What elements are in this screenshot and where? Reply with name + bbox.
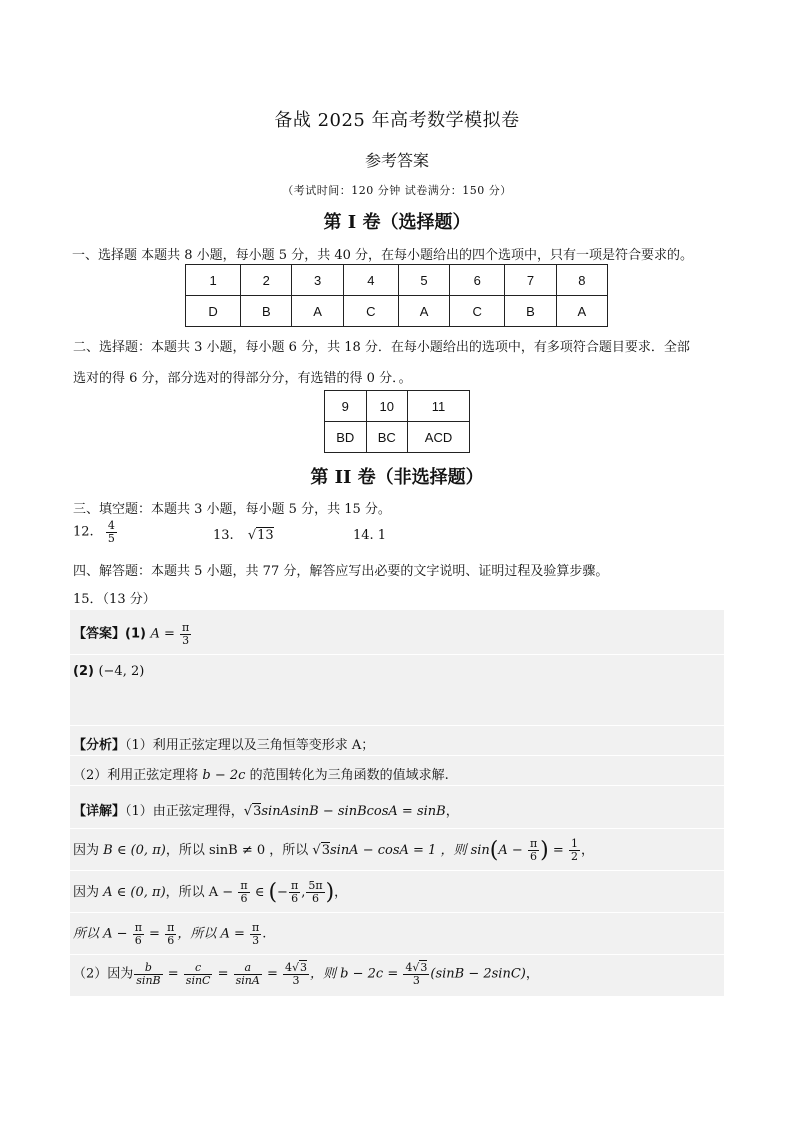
table-cell: BD [325, 422, 367, 453]
answer-table-2 [324, 390, 470, 453]
sqrt-icon: √ [412, 961, 420, 974]
text: （2）因为 [73, 966, 134, 982]
table-cell: 3 [292, 265, 343, 296]
numerator: π [167, 921, 175, 934]
text: ，所以 A − [165, 885, 238, 900]
divider [70, 870, 724, 871]
table-cell: 6 [450, 265, 505, 296]
answer-table-1 [185, 264, 608, 327]
punctuation: ， [525, 966, 539, 982]
table-cell: A [398, 296, 449, 327]
answer1-lhs: A [150, 626, 160, 642]
radicand: 3 [253, 804, 262, 819]
q12-fraction [106, 520, 117, 544]
answer-tag: 【答案】 [73, 626, 126, 642]
denominator: sinC [185, 973, 211, 987]
table-cell: 8 [556, 265, 607, 296]
divider [70, 725, 724, 726]
left-paren: ( [268, 880, 278, 905]
part1-title: 第 I 卷（选择题） [323, 212, 471, 233]
divider [70, 755, 724, 756]
fraction [403, 962, 429, 986]
fraction [234, 962, 262, 986]
fraction [134, 962, 162, 986]
expression: 所以 A − [73, 926, 132, 942]
radicand: 3 [321, 843, 330, 858]
numerator: π [240, 879, 248, 893]
expression: sinA − cosA = 1 ，则 sin [329, 843, 490, 858]
expression: ，则 b − 2c = [310, 966, 403, 982]
denominator: 6 [291, 892, 299, 905]
detail-line-5 [73, 962, 539, 986]
table-cell: C [343, 296, 398, 327]
table-cell: 9 [325, 391, 367, 422]
expression: A − [498, 843, 527, 858]
coefficient: 4 [285, 961, 293, 974]
equals: = [262, 966, 283, 982]
table-cell: 7 [505, 265, 556, 296]
divider [70, 654, 724, 655]
punctuation: . [262, 926, 267, 942]
answer-line-2 [73, 664, 144, 679]
table-cell: 11 [408, 391, 470, 422]
denominator: 6 [530, 850, 538, 863]
table-cell: A [556, 296, 607, 327]
coefficient: 4 [405, 961, 413, 974]
numerator [283, 962, 309, 975]
sqrt-icon: √ [292, 961, 300, 974]
table-row [325, 422, 470, 453]
numerator: a [234, 962, 262, 975]
table-cell: 4 [343, 265, 398, 296]
numerator: c [184, 962, 213, 975]
divider [70, 912, 724, 913]
sqrt-icon: √ [247, 528, 257, 543]
text: 因为 [73, 843, 104, 858]
analysis-text-2b: 的范围转化为三角函数的值域求解. [245, 768, 449, 783]
denominator: 3 [252, 933, 260, 947]
fill-answers [73, 520, 118, 544]
table-cell: B [505, 296, 556, 327]
detail-line-3 [73, 880, 347, 905]
table-cell: B [241, 296, 292, 327]
table-cell: 2 [241, 265, 292, 296]
equals: = [144, 926, 165, 942]
numerator: π [134, 921, 142, 934]
right-paren: ) [540, 838, 549, 863]
equals: = [159, 626, 180, 642]
table-cell: D [186, 296, 241, 327]
analysis-text-2a: （2）利用正弦定理将 [73, 768, 203, 783]
exam-info: （考试时间：120 分钟 试卷满分：150 分） [282, 184, 512, 197]
divider [70, 785, 724, 786]
equals: = [163, 966, 183, 982]
expression: (sinB − 2sinC) [430, 966, 526, 982]
comma: , [301, 885, 306, 900]
detail-line-1 [73, 800, 459, 819]
fraction [283, 962, 309, 986]
divider [70, 828, 724, 829]
section1-instructions: 一、选择题 本题共 8 小题，每小题 5 分，共 40 分，在每小题给出的四个选项中，只有一项是符合要求的。 [72, 248, 694, 263]
detail-text: （1）由正弦定理得， [125, 804, 244, 819]
fraction [528, 838, 539, 862]
q15-label: 15．（13 分） [73, 592, 156, 607]
table-cell: 10 [366, 391, 408, 422]
answer-line-1 [73, 622, 192, 646]
denominator: sinA [235, 973, 260, 987]
table-cell: BC [366, 422, 408, 453]
section2-instructions-line1: 二、选择题：本题共 3 小题，每小题 6 分，共 18 分．在每小题给出的选项中，有多项符合题目要求．全部 [73, 340, 690, 355]
radicand: 3 [300, 961, 308, 974]
left-paren: ( [489, 838, 499, 863]
page-title: 备战 2025 年高考数学模拟卷 [274, 110, 520, 131]
punctuation: ， [580, 843, 594, 858]
numerator: b [134, 962, 162, 975]
analysis-line-1 [73, 734, 374, 753]
punctuation: ， [334, 885, 348, 900]
numerator [403, 962, 429, 975]
fraction [133, 922, 144, 946]
table-cell: A [292, 296, 343, 327]
denominator: 6 [134, 933, 142, 947]
detail-line-2 [73, 838, 594, 863]
fraction [306, 880, 324, 904]
q12-numerator: 4 [107, 519, 115, 532]
element-of: ∈ [250, 885, 269, 900]
table-cell: C [450, 296, 505, 327]
q13-radicand: 13 [257, 528, 274, 543]
fraction [165, 922, 176, 946]
answer1-prefix: (1) [125, 626, 151, 642]
q12-label: 12. [73, 524, 94, 540]
detail-expression: sinAsinB − sinBcosA = sinB [261, 804, 446, 819]
analysis-text-1: （1）利用正弦定理以及三角恒等变形求 A； [125, 738, 375, 753]
numerator: 1 [570, 837, 578, 851]
table-cell: ACD [408, 422, 470, 453]
q13-answer [213, 528, 274, 543]
section3-instructions: 三、填空题：本题共 3 小题，每小题 5 分，共 15 分。 [73, 502, 391, 517]
equals: = [213, 966, 233, 982]
detail-line-4 [73, 922, 266, 946]
table-cell: 5 [398, 265, 449, 296]
numerator: 5π [308, 879, 323, 893]
answer2-prefix: (2) [73, 664, 99, 679]
punctuation: ， [445, 804, 459, 819]
right-paren: ) [325, 880, 335, 905]
expression: ，所以 A = [177, 926, 250, 942]
part2-title: 第 II 卷（非选择题） [310, 467, 484, 488]
sqrt-icon: √ [312, 843, 321, 858]
fraction [250, 922, 261, 946]
denominator: 6 [311, 892, 319, 905]
equals: = [548, 843, 568, 858]
denominator: 3 [292, 973, 300, 987]
table-row [186, 296, 608, 327]
expression: A ∈ (0, π) [103, 885, 166, 900]
numerator: π [182, 621, 190, 634]
table-row [186, 265, 608, 296]
denominator: 3 [182, 633, 190, 647]
section4-instructions: 四、解答题：本题共 5 小题，共 77 分，解答应写出必要的文字说明、证明过程及验算步骤。 [73, 564, 609, 579]
numerator: π [252, 921, 260, 934]
numerator: π [529, 837, 538, 851]
divider [70, 954, 724, 955]
denominator: 6 [167, 933, 175, 947]
q12-denominator: 5 [107, 531, 115, 545]
denominator: 3 [412, 973, 420, 987]
analysis-line-2 [73, 764, 449, 783]
fraction [184, 962, 213, 986]
pi-over-3 [180, 622, 191, 646]
table-row [325, 391, 470, 422]
analysis-tag: 【分析】 [73, 738, 126, 753]
expression: B ∈ (0, π) [103, 843, 166, 858]
detail-tag: 【详解】 [73, 804, 126, 819]
denominator: 6 [240, 892, 248, 905]
fraction [289, 880, 300, 904]
q14-answer: 14. 1 [353, 528, 387, 543]
fraction [238, 880, 249, 904]
minus: − [277, 885, 288, 900]
text: ，所以 sinB ≠ 0 ，所以 [165, 843, 313, 858]
denominator: sinB [136, 973, 161, 987]
denominator: 2 [570, 850, 578, 863]
sqrt-icon: √ [243, 804, 253, 819]
q13-label: 13. [213, 528, 234, 543]
page-subtitle: 参考答案 [364, 151, 429, 170]
analysis-expression: b − 2c [202, 768, 246, 783]
numerator: π [290, 879, 299, 893]
fraction [569, 838, 580, 862]
radicand: 3 [420, 961, 428, 974]
section2-instructions-line2: 选对的得 6 分，部分选对的得部分分，有选错的得 0 分．。 [73, 371, 412, 386]
table-cell: 1 [186, 265, 241, 296]
answer2-interval: (−4, 2) [98, 664, 145, 679]
text: 因为 [73, 885, 104, 900]
